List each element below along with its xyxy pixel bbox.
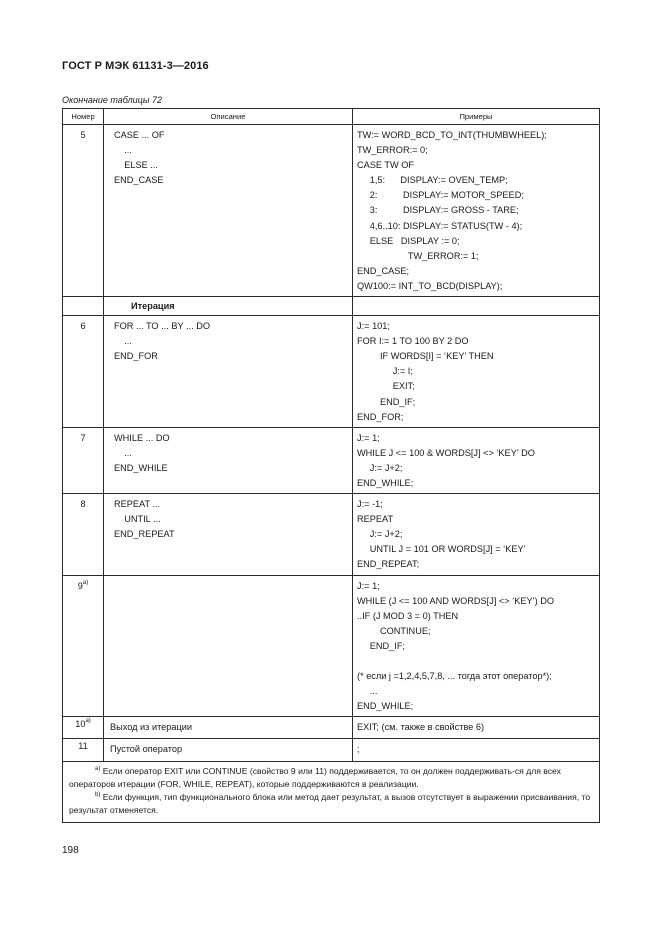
code-line: REPEAT ... [114,499,161,510]
code-line: CASE ... OF [114,130,165,140]
row-number: 6 [63,316,104,428]
code-line: FOR ... TO ... BY ... DO [114,321,210,332]
row-description [104,739,353,761]
code-line: END_FOR [114,351,158,362]
code-line: END_WHILE; [357,477,414,488]
code-line: IF WORDS[I] = ‘KEY’ THEN [357,351,494,362]
code-line: END_CASE; [357,265,410,276]
code-line: WHILE (J <= 100 AND WORDS[J] <> ‘KEY’) DO [357,595,555,606]
row-description [104,316,353,428]
code-line: 1,5: DISPLAY:= OVEN_TEMP; [357,175,508,186]
table-row [63,575,600,717]
row-examples [353,494,600,575]
footnote [69,791,593,817]
page-number: 198 [62,845,79,856]
footnote [69,765,593,791]
table-caption: Окончание таблицы 72 [62,95,162,105]
code-line: J:= 1; [357,580,380,591]
code-line: END_REPEAT [114,529,175,540]
footnote-marker: a) [82,579,89,586]
code-line: CONTINUE; [357,625,431,636]
description-text: Выход из итерации [110,722,193,733]
column-header-description: Описание [104,109,353,125]
footnote-text: Если оператор EXIT или CONTINUE (свойство 9 или 11) поддерживается, то он должен поддерживать-ся для всех операторов итерации (FOR, WHILE, REPEAT), которые поддерживаются в реализации. [69,765,561,789]
section-title: Итерация [104,297,353,316]
code-line: END_FOR; [357,411,404,422]
code-line: END_REPEAT; [357,559,420,570]
row-examples [353,316,600,428]
table-notes-row [63,761,600,822]
iteration-statements-table [62,108,600,823]
footnote-marker: a) [85,718,91,725]
table-row [63,717,600,739]
footnote-marker: b) [95,791,101,798]
table-notes [63,761,600,822]
code-line: ... [114,145,132,156]
row-description [104,575,353,717]
row-number: 9$^{a)}$ [63,575,104,717]
row-examples [353,739,600,761]
code-line: J:= 1; [357,432,380,443]
row-number: 8 [63,494,104,575]
code-line: WHILE ... DO [114,432,170,443]
code-line [357,654,595,669]
table-row [63,494,600,575]
code-line: EXIT; [357,381,415,392]
section-empty-cell [63,297,104,316]
row-description [104,125,353,297]
row-number: 7 [63,427,104,493]
table-head [63,109,600,125]
column-header-examples: Примеры [353,109,600,125]
row-number: 11 [63,739,104,761]
code-line: END_CASE [114,175,164,186]
row-number: 5 [63,125,104,297]
document-header: ГОСТ Р МЭК 61131-3—2016 [62,60,209,72]
footnote-text: Если функция, тип функционального блока или метод дает результат, а вызов отсутствует в выражении присваивания, то результат отменяется. [69,791,591,815]
code-line: 4,6..10: DISPLAY:= STATUS(TW - 4); [357,220,523,231]
row-description [104,427,353,493]
code-line: TW:= WORD_BCD_TO_INT(THUMBWHEEL); [357,130,547,140]
code-line: TW_ERROR:= 0; [357,145,428,156]
table-body [63,125,600,823]
code-line: EXIT; (см. также в свойстве 6) [357,722,485,733]
row-description [104,717,353,739]
code-line: END_WHILE [114,462,168,473]
code-line: UNTIL J = 101 OR WORDS[J] = ‘KEY’ [357,544,526,555]
section-empty-cell [353,297,600,316]
code-line: ... [114,336,132,347]
row-description [104,494,353,575]
code-line: J:= -1; [357,499,383,510]
description-text: Пустой оператор [110,744,183,755]
code-line: END_IF; [357,640,405,651]
row-examples [353,125,600,297]
code-line: ELSE DISPLAY := 0; [357,235,460,246]
code-line: ... [357,686,378,697]
code-line: J:= 101; [357,321,390,332]
code-line: END_WHILE; [357,701,414,712]
column-header-number: Номер [63,109,104,125]
table-section-row [63,297,600,316]
code-line: REPEAT [357,514,394,525]
code-line: CASE TW OF [357,160,414,171]
code-line: 2: DISPLAY:= MOTOR_SPEED; [357,190,524,201]
code-line: FOR I:= 1 TO 100 BY 2 DO [357,336,469,347]
code-line: J:= J+2; [357,462,403,473]
code-line: END_IF; [357,396,416,407]
code-line: QW100:= INT_TO_BCD(DISPLAY); [357,280,503,291]
footnote-marker: a) [95,765,101,772]
table-row [63,316,600,428]
code-line: J:= J+2; [357,529,403,540]
table-row [63,125,600,297]
code-line: ; [357,744,360,755]
row-examples [353,717,600,739]
row-examples [353,427,600,493]
code-line: ELSE ... [114,160,158,171]
code-line: UNTIL ... [114,514,161,525]
row-number: 10$^{a)}$ [63,717,104,739]
code-line: ..IF (J MOD 3 = 0) THEN [357,610,459,621]
code-line: 3: DISPLAY:= GROSS - TARE; [357,205,519,216]
row-examples [353,575,600,717]
table-row [63,739,600,761]
code-line: (* если j =1,2,4,5,7,8, ... тогда этот оператор*); [357,671,552,682]
code-line: WHILE J <= 100 & WORDS[J] <> ‘KEY’ DO [357,447,535,458]
table-row [63,427,600,493]
code-line: TW_ERROR:= 1; [357,250,479,261]
code-line: J:= I; [357,366,413,377]
code-line: ... [114,447,132,458]
